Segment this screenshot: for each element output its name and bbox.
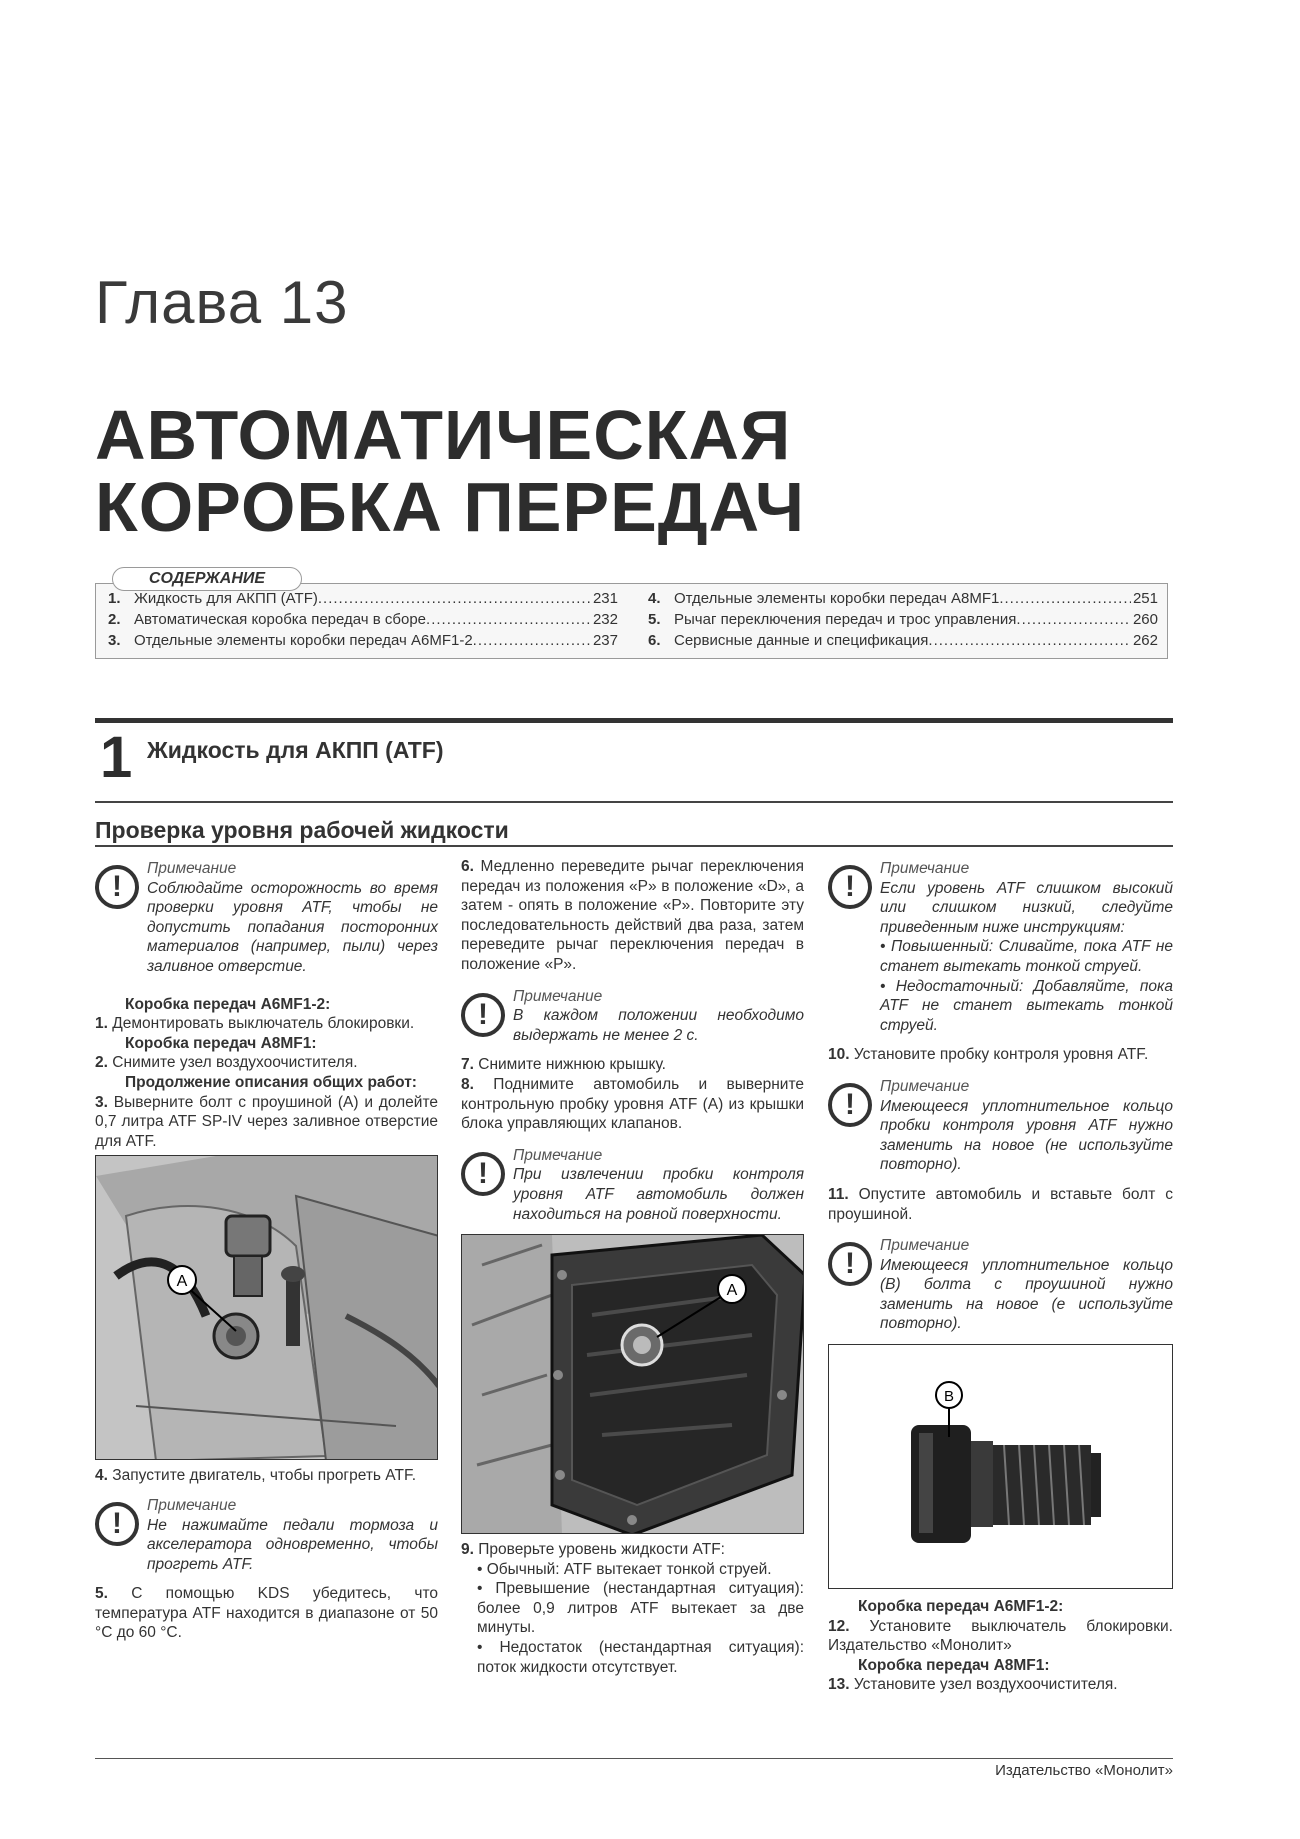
note [95, 1496, 438, 1574]
note-caption: Примечание [880, 1237, 970, 1255]
step-text: Установите узел воздухоочистителя. [853, 1676, 1118, 1694]
note-caption: Примечание [880, 1077, 970, 1095]
warning-icon: ! [461, 993, 505, 1037]
step-number: 7. [461, 1056, 474, 1074]
step-text: Снимите нижнюю крышку. [478, 1056, 666, 1074]
toc-item-num: 4. [648, 590, 661, 607]
level-bullet: • Превышение (нестандартная ситуация): более 0,9 литров ATF вытекает за две минуты. [477, 1580, 804, 1637]
step-text: Снимите узел воздухоочистителя. [112, 1054, 358, 1072]
level-bullet: • Недостаток (нестандартная ситуация): поток жидкости отсутствует. [477, 1639, 804, 1676]
page-title-line-2: КОРОБКА ПЕРЕДАЧ [95, 468, 806, 546]
subsection-title: Проверка уровня рабочей жидкости [95, 817, 509, 843]
step-number: 12. [828, 1617, 850, 1635]
step-number: 13. [828, 1676, 850, 1694]
note-text: Имеющееся уплотнительное кольцо (B) болта с проушиной нужно заменить на новое (е используйте повторно). [880, 1256, 1173, 1333]
column-2 [461, 857, 804, 1677]
gearbox-heading: Коробка передач A6MF1-2: [858, 1598, 1064, 1616]
toc-item[interactable] [648, 609, 1158, 630]
toc-item-page: 262 [1132, 632, 1158, 649]
figure-callout-label: A [726, 1282, 738, 1300]
step-number: 3. [95, 1093, 108, 1111]
note-text: Соблюдайте осторожность во время проверки уровня ATF, чтобы не допустить попадания посторонних материалов (например, пыли) через заливное отверстие. [147, 879, 438, 975]
section-bottom-rule [95, 801, 1173, 803]
step-text: Медленно переведите рычаг переключения передач из положения «P» в положение «D», а затем - опять в положение «P». Повторите эту последовательность действий два раза, затем переведите рычаг переключения передач в положение «P». [461, 858, 804, 973]
toc-item-page: 251 [1132, 590, 1158, 607]
step-text: Опустите автомобиль и вставьте болт с проушиной. [828, 1185, 1173, 1223]
note [828, 859, 1173, 1035]
toc-item[interactable] [108, 609, 618, 630]
footer-rule [95, 1758, 1173, 1759]
step-number: 9. [461, 1541, 474, 1559]
toc-item-page: 260 [1132, 611, 1158, 628]
note-text: Если уровень ATF слишком высокий или слишком низкий, следуйте приведенным ниже инструкциям: [880, 879, 1173, 936]
footer-publisher: Издательство «Монолит» [995, 1762, 1173, 1779]
step-number: 6. [461, 858, 474, 875]
toc-item-label: Отдельные элементы коробки передач A8MF1 [674, 590, 1000, 607]
step-number: 2. [95, 1054, 108, 1072]
warning-icon: ! [95, 1502, 139, 1546]
gearbox-heading: Коробка передач A6MF1-2: [125, 995, 331, 1013]
step-text: Установите пробку контроля уровня ATF. [853, 1046, 1149, 1064]
chapter-label: Глава 13 [95, 269, 349, 336]
oil-pan-figure [461, 1234, 804, 1534]
note-bullet: • Недостаточный: Добавляйте, пока ATF не станет вытекать тонкой струей. [880, 977, 1173, 1034]
toc-item-num: 5. [648, 611, 661, 628]
general-work-heading: Продолжение описания общих работ: [125, 1073, 417, 1091]
warning-icon: ! [95, 865, 139, 909]
note-caption: Примечание [513, 987, 603, 1005]
step-number: 11. [828, 1185, 849, 1203]
section-rule [95, 718, 1173, 723]
note [828, 1236, 1173, 1334]
note-caption: Примечание [513, 1146, 603, 1164]
note [461, 1146, 804, 1224]
toc-item-page: 237 [592, 632, 618, 649]
transmission-figure [95, 1155, 438, 1460]
toc-header: СОДЕРЖАНИЕ [112, 567, 302, 591]
step-number: 5. [95, 1585, 108, 1603]
step-text: Проверьте уровень жидкости ATF: [478, 1541, 725, 1559]
note-text: Не нажимайте педали тормоза и акселератора одновременно, чтобы прогреть ATF. [147, 1516, 438, 1573]
warning-icon: ! [461, 1152, 505, 1196]
note-bullet: • Повышенный: Сливайте, пока ATF не станет вытекать тонкой струей. [880, 938, 1173, 975]
toc-item-num: 3. [108, 632, 121, 649]
figure-callout-label: A [176, 1273, 188, 1291]
warning-icon: ! [828, 1083, 872, 1127]
note-caption: Примечание [880, 860, 970, 877]
eye-bolt-figure [828, 1344, 1173, 1589]
warning-icon: ! [828, 865, 872, 909]
toc-right-column [648, 588, 1158, 651]
note [461, 987, 804, 1046]
step-text: Поднимите автомобиль и выверните контрольную пробку уровня ATF (A) из крышки блока управляющих клапанов. [461, 1075, 804, 1133]
toc-item-label: Отдельные элементы коробки передач A6MF1-2 [134, 632, 473, 649]
section-title: Жидкость для АКПП (ATF) [147, 737, 444, 763]
toc-item[interactable] [108, 630, 618, 651]
warning-icon: ! [828, 1242, 872, 1286]
note-caption: Примечание [147, 1496, 237, 1514]
figure-callout-label: B [943, 1388, 955, 1406]
step-text: Выверните болт с проушиной (A) и долейте 0,7 литра ATF SP-IV через заливное отверстие для ATF. [95, 1093, 439, 1150]
level-bullet: • Обычный: ATF вытекает тонкой струей. [477, 1560, 772, 1578]
toc-item-page: 232 [592, 611, 618, 628]
toc-item-num: 2. [108, 611, 121, 628]
gearbox-heading: Коробка передач A8MF1: [125, 1034, 317, 1052]
toc-left-column [108, 588, 618, 651]
toc-item[interactable] [648, 588, 1158, 609]
subsection-rule [95, 845, 1173, 847]
column-3 [828, 857, 1173, 1695]
toc-item-label: Сервисные данные и спецификация [674, 632, 929, 649]
step-number: 8. [461, 1075, 474, 1093]
note-caption: Примечание [147, 860, 237, 877]
note-text: Имеющееся уплотнительное кольцо пробки контроля уровня ATF нужно заменить на новое (не используйте повторно). [880, 1097, 1173, 1174]
toc-item-page: 231 [592, 590, 618, 607]
step-text: Демонтировать выключатель блокировки. [112, 1015, 415, 1033]
toc-item-label: Рычаг переключения передач и трос управления [674, 611, 1017, 628]
toc-item-num: 1. [108, 590, 121, 607]
note [828, 1077, 1173, 1175]
step-text: Установите выключатель блокировки. Издательство «Монолит» [828, 1617, 1173, 1655]
step-number: 1. [95, 1015, 108, 1033]
step-text: Запустите двигатель, чтобы прогреть ATF. [112, 1467, 417, 1485]
step-number: 4. [95, 1467, 108, 1485]
gearbox-heading: Коробка передач A8MF1: [858, 1656, 1050, 1674]
toc-item[interactable] [108, 588, 618, 609]
toc-item[interactable] [648, 630, 1158, 651]
step-number: 10. [828, 1046, 850, 1064]
toc-item-label: Автоматическая коробка передач в сборе [134, 611, 427, 628]
step-text: С помощью KDS убедитесь, что температура ATF находится в диапазоне от 50 °C до 60 °C. [95, 1585, 438, 1642]
column-1 [95, 857, 438, 1643]
note-text: При извлечении пробки контроля уровня ATF автомобиль должен находиться на ровной поверхности. [513, 1166, 804, 1223]
toc-item-num: 6. [648, 632, 661, 649]
note [95, 859, 438, 977]
page-title-line-1: АВТОМАТИЧЕСКАЯ [95, 396, 792, 474]
toc-item-label: Жидкость для АКПП (ATF) [134, 590, 318, 607]
section-number: 1 [100, 725, 133, 790]
note-text: В каждом положении необходимо выдержать не менее 2 с. [513, 1007, 804, 1044]
